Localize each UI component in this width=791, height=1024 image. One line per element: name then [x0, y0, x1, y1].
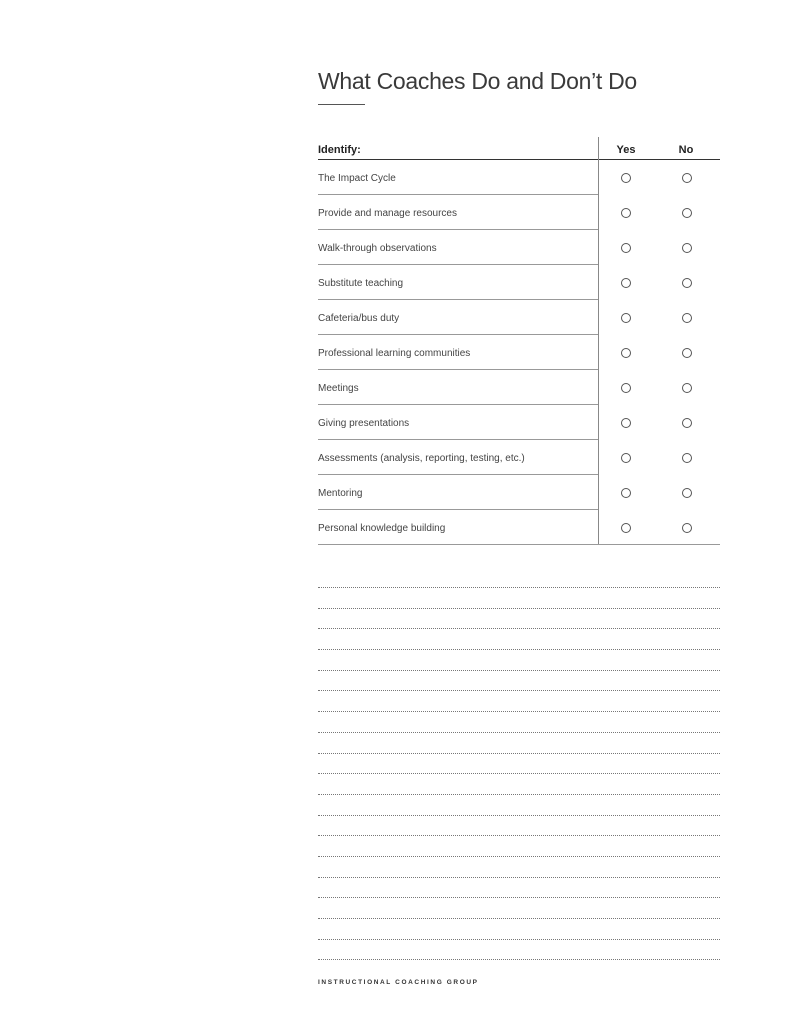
- writing-line[interactable]: [318, 959, 720, 960]
- yes-radio[interactable]: [621, 453, 631, 463]
- yes-radio[interactable]: [621, 488, 631, 498]
- table-row: [318, 265, 720, 300]
- table-row: [318, 510, 720, 545]
- no-radio[interactable]: [682, 243, 692, 253]
- footer-publisher: INSTRUCTIONAL COACHING GROUP: [318, 979, 479, 986]
- writing-line[interactable]: [318, 608, 720, 609]
- table-row: [318, 475, 720, 510]
- yes-radio[interactable]: [621, 523, 631, 533]
- identify-header: Identify:: [318, 144, 361, 156]
- yes-radio[interactable]: [621, 243, 631, 253]
- no-radio[interactable]: [682, 348, 692, 358]
- table-header: [318, 137, 720, 160]
- no-radio[interactable]: [682, 173, 692, 183]
- row-label: Provide and manage resources: [318, 208, 457, 219]
- no-radio[interactable]: [682, 488, 692, 498]
- row-label: Walk-through observations: [318, 243, 437, 254]
- writing-line[interactable]: [318, 649, 720, 650]
- writing-line[interactable]: [318, 670, 720, 671]
- writing-line[interactable]: [318, 628, 720, 629]
- row-label: Personal knowledge building: [318, 523, 446, 534]
- table-row: [318, 440, 720, 475]
- table-row: [318, 335, 720, 370]
- writing-line[interactable]: [318, 711, 720, 712]
- row-label: Assessments (analysis, reporting, testing, etc.): [318, 453, 525, 464]
- row-label: Cafeteria/bus duty: [318, 313, 400, 324]
- column-divider: [598, 137, 599, 544]
- writing-line[interactable]: [318, 815, 720, 816]
- no-radio[interactable]: [682, 208, 692, 218]
- row-label: Substitute teaching: [318, 278, 404, 289]
- no-radio[interactable]: [682, 418, 692, 428]
- notes-lines: [318, 587, 720, 980]
- writing-line[interactable]: [318, 877, 720, 878]
- table-body: [318, 160, 720, 545]
- yes-radio[interactable]: [621, 313, 631, 323]
- yes-radio[interactable]: [621, 418, 631, 428]
- no-radio[interactable]: [682, 278, 692, 288]
- writing-line[interactable]: [318, 587, 720, 588]
- row-label: The Impact Cycle: [318, 173, 396, 184]
- table-row: [318, 370, 720, 405]
- no-radio[interactable]: [682, 383, 692, 393]
- table-row: [318, 230, 720, 265]
- yes-radio[interactable]: [621, 208, 631, 218]
- yes-column-header: Yes: [616, 144, 636, 156]
- yes-radio[interactable]: [621, 173, 631, 183]
- no-column-header: No: [678, 144, 694, 156]
- yes-radio[interactable]: [621, 383, 631, 393]
- writing-line[interactable]: [318, 918, 720, 919]
- yes-radio[interactable]: [621, 278, 631, 288]
- table-row: [318, 195, 720, 230]
- writing-line[interactable]: [318, 690, 720, 691]
- table-row: [318, 300, 720, 335]
- writing-line[interactable]: [318, 897, 720, 898]
- writing-line[interactable]: [318, 732, 720, 733]
- table-row: [318, 405, 720, 440]
- writing-line[interactable]: [318, 753, 720, 754]
- no-radio[interactable]: [682, 313, 692, 323]
- writing-line[interactable]: [318, 773, 720, 774]
- writing-line[interactable]: [318, 856, 720, 857]
- yes-radio[interactable]: [621, 348, 631, 358]
- no-radio[interactable]: [682, 523, 692, 533]
- writing-line[interactable]: [318, 835, 720, 836]
- row-label: Professional learning communities: [318, 348, 471, 359]
- no-radio[interactable]: [682, 453, 692, 463]
- page-title: What Coaches Do and Don’t Do: [318, 68, 637, 94]
- row-label: Giving presentations: [318, 418, 410, 429]
- writing-line[interactable]: [318, 939, 720, 940]
- writing-line[interactable]: [318, 794, 720, 795]
- row-label: Mentoring: [318, 488, 363, 499]
- title-underline: [318, 104, 365, 105]
- row-label: Meetings: [318, 383, 359, 394]
- table-row: [318, 160, 720, 195]
